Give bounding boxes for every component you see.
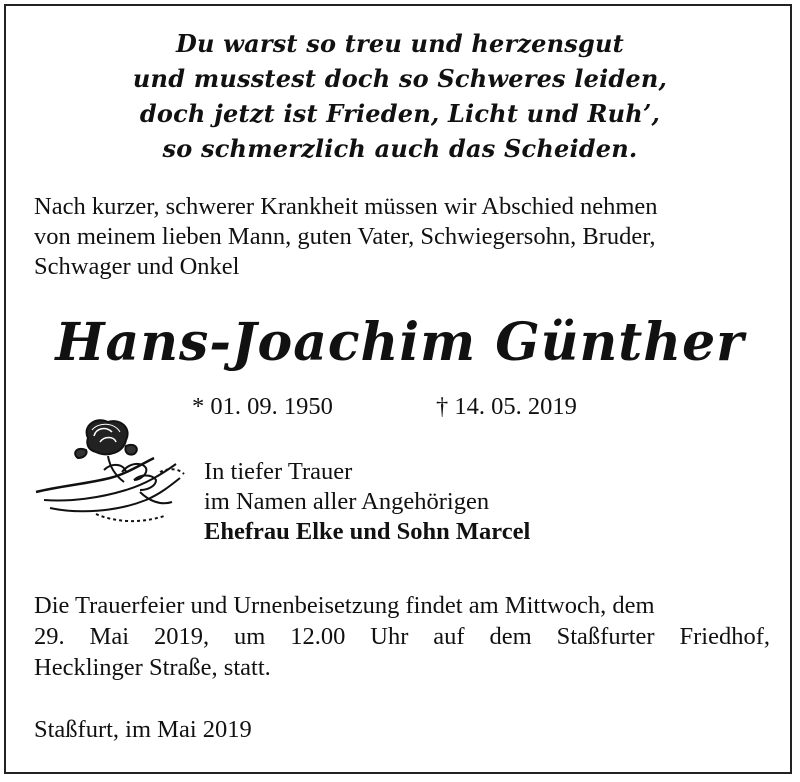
poem-line: und musstest doch so Schweres leiden, [132,64,668,93]
mourn-line: In tiefer Trauer [204,458,353,485]
poem-line: so schmerzlich auch das Scheiden. [162,134,638,163]
death-date: † 14. 05. 2019 [436,393,577,420]
deceased-name: Hans-Joachim Günther [55,312,745,373]
intro-text [34,192,774,282]
funeral-line: 29. Mai 2019, um 12.00 Uhr auf dem Staßfurter Friedhof, [34,623,770,650]
funeral-line: Hecklinger Straße, statt. [34,654,271,681]
mourn-line: im Namen aller Angehörigen [204,488,490,515]
poem-line: doch jetzt ist Frieden, Licht und Ruh’, [139,99,661,128]
intro-line: von meinem lieben Mann, guten Vater, Schwiegersohn, Bruder, [34,223,656,250]
funeral-info [34,590,770,683]
rose-in-hands-icon [30,402,190,532]
poem-line: Du warst so treu und herzensgut [176,29,624,58]
funeral-line: Die Trauerfeier und Urnenbeisetzung findet am Mittwoch, dem [34,592,655,619]
birth-date: * 01. 09. 1950 [192,393,333,420]
intro-line: Schwager und Onkel [34,253,240,280]
place-and-date: Staßfurt, im Mai 2019 [34,716,252,743]
mourners-block [204,457,530,547]
mourners-names: Ehefrau Elke und Sohn Marcel [204,518,531,545]
intro-line: Nach kurzer, schwerer Krankheit müssen wir Abschied nehmen [34,193,658,220]
poem [0,26,800,166]
